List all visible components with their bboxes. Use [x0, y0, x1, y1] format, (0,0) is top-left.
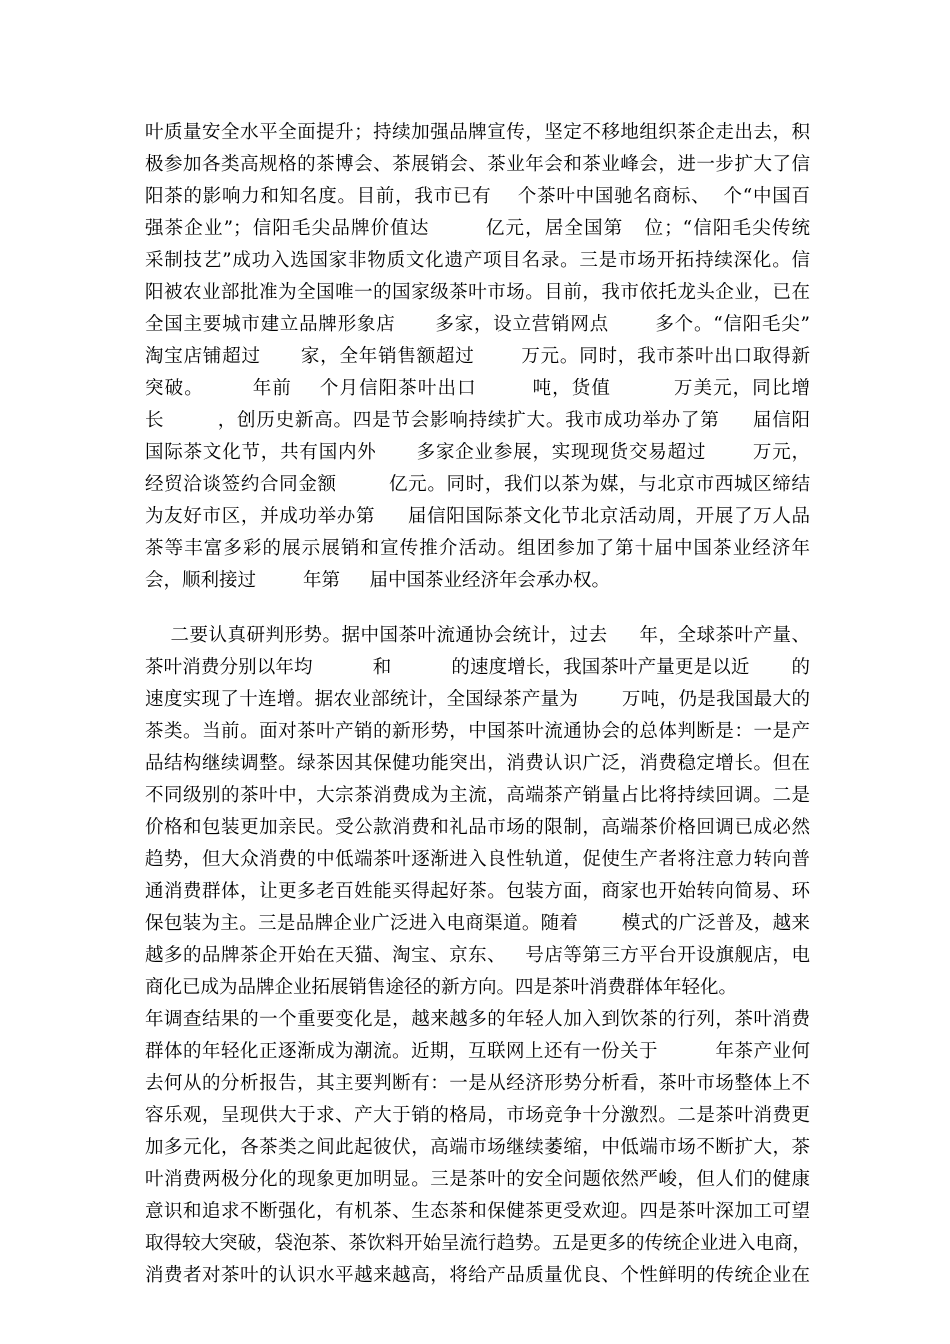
text-line: 极参加各类高规格的茶博会、茶展销会、茶业年会和茶业峰会，进一步扩大了信	[145, 154, 810, 175]
text-line: 加多元化，各茶类之间此起彼伏，高端市场继续萎缩，中低端市场不断扩大，茶	[145, 1137, 810, 1158]
text-line: 去何从的分析报告，其主要判断有：一是从经济形势分析看，茶叶市场整体上不	[145, 1073, 810, 1094]
paragraph-market-situation-analysis	[145, 620, 810, 1292]
document-page	[145, 117, 810, 1292]
text-line: 茶类。当前。面对茶叶产销的新形势，中国茶叶流通协会的总体判断是：一是产	[145, 721, 810, 742]
text-line: 叶消费两极分化的现象更加明显。三是茶叶的安全问题依然严峻，但人们的健康	[145, 1169, 810, 1190]
text-line: 取得较大突破，袋泡茶、茶饮料开始呈流行趋势。五是更多的传统企业进入电商，	[145, 1233, 812, 1254]
text-line: 阳被农业部批准为全国唯一的国家级茶叶市场。目前，我市依托龙头企业，已在	[145, 282, 810, 303]
text-line: 茶叶消费分别以年均 和 的速度增长，我国茶叶产量更是以近 的	[145, 657, 810, 678]
text-line: 意识和追求不断强化，有机茶、生态茶和保健茶更受欢迎。四是茶叶深加工可望	[145, 1201, 810, 1222]
text-line: 叶质量安全水平全面提升；持续加强品牌宣传，坚定不移地组织茶企走出去，积	[145, 122, 810, 143]
text-line: 为友好市区，并成功举办第 届信阳国际茶文化节北京活动周，开展了万人品	[145, 506, 810, 527]
text-line: 消费者对茶叶的认识水平越来越高，将给产品质量优良、个性鲜明的传统企业在	[145, 1265, 810, 1286]
text-line: 经贸洽谈签约合同金额 亿元。同时，我们以茶为媒，与北京市西城区缔结	[145, 474, 810, 495]
text-line: 品结构继续调整。绿茶因其保健功能突出，消费认识广泛，消费稳定增长。但在	[145, 753, 810, 774]
paragraph-spacer	[145, 597, 810, 620]
text-line: 价格和包装更加亲民。受公款消费和礼品市场的限制，高端茶价格回调已成必然	[145, 817, 810, 838]
text-line: 茶等丰富多彩的展示展销和宣传推介活动。组团参加了第十届中国茶业经济年	[145, 538, 810, 559]
text-line: 越多的品牌茶企开始在天猫、淘宝、京东、 号店等第三方平台开设旗舰店，电	[145, 945, 810, 966]
paragraph-tea-industry-achievements	[145, 117, 810, 597]
text-line: 群体的年轻化正逐渐成为潮流。近期，互联网上还有一份关于 年茶产业何	[145, 1041, 810, 1062]
text-line: 容乐观，呈现供大于求、产大于销的格局，市场竞争十分激烈。二是茶叶消费更	[145, 1105, 810, 1126]
text-line: 国际茶文化节，共有国内外 多家企业参展，实现现货交易超过 万元，	[145, 442, 810, 463]
text-line: 二要认真研判形势。据中国茶叶流通协会统计，过去 年，全球茶叶产量、	[145, 625, 810, 646]
text-line: 保包装为主。三是品牌企业广泛进入电商渠道。随着 模式的广泛普及，越来	[145, 913, 810, 934]
text-line: 会，顺利接过 年第 届中国茶业经济年会承办权。	[145, 570, 610, 591]
text-line: 趋势，但大众消费的中低端茶叶逐渐进入良性轨道，促使生产者将注意力转向普	[145, 849, 810, 870]
text-line: 长 ，创历史新高。四是节会影响持续扩大。我市成功举办了第 届信阳	[145, 410, 810, 431]
text-line: 通消费群体，让更多老百姓能买得起好茶。包装方面，商家也开始转向简易、环	[145, 881, 810, 902]
text-line: 淘宝店铺超过 家，全年销售额超过 万元。同时，我市茶叶出口取得新	[145, 346, 810, 367]
text-line: 商化已成为品牌企业拓展销售途径的新方向。四是茶叶消费群体年轻化。	[145, 977, 738, 998]
text-line: 年调查结果的一个重要变化是，越来越多的年轻人加入到饮茶的行列，茶叶消费	[145, 1009, 810, 1030]
text-line: 不同级别的茶叶中，大宗茶消费成为主流，高端茶产销量占比将持续回调。二是	[145, 785, 810, 806]
text-line: 突破。 年前 个月信阳茶叶出口 吨，货值 万美元，同比增	[145, 378, 810, 399]
text-line: 强茶企业”；信阳毛尖品牌价值达 亿元，居全国第 位；“信阳毛尖传统	[145, 218, 810, 239]
text-line: 阳茶的影响力和知名度。目前，我市已有 个茶叶中国驰名商标、 个“中国百	[145, 186, 810, 207]
text-line: 速度实现了十连增。据农业部统计，全国绿茶产量为 万吨，仍是我国最大的	[145, 689, 810, 710]
text-line: 全国主要城市建立品牌形象店 多家，设立营销网点 多个。“信阳毛尖”	[145, 314, 810, 335]
text-line: 采制技艺”成功入选国家非物质文化遗产项目名录。三是市场开拓持续深化。信	[145, 250, 810, 271]
